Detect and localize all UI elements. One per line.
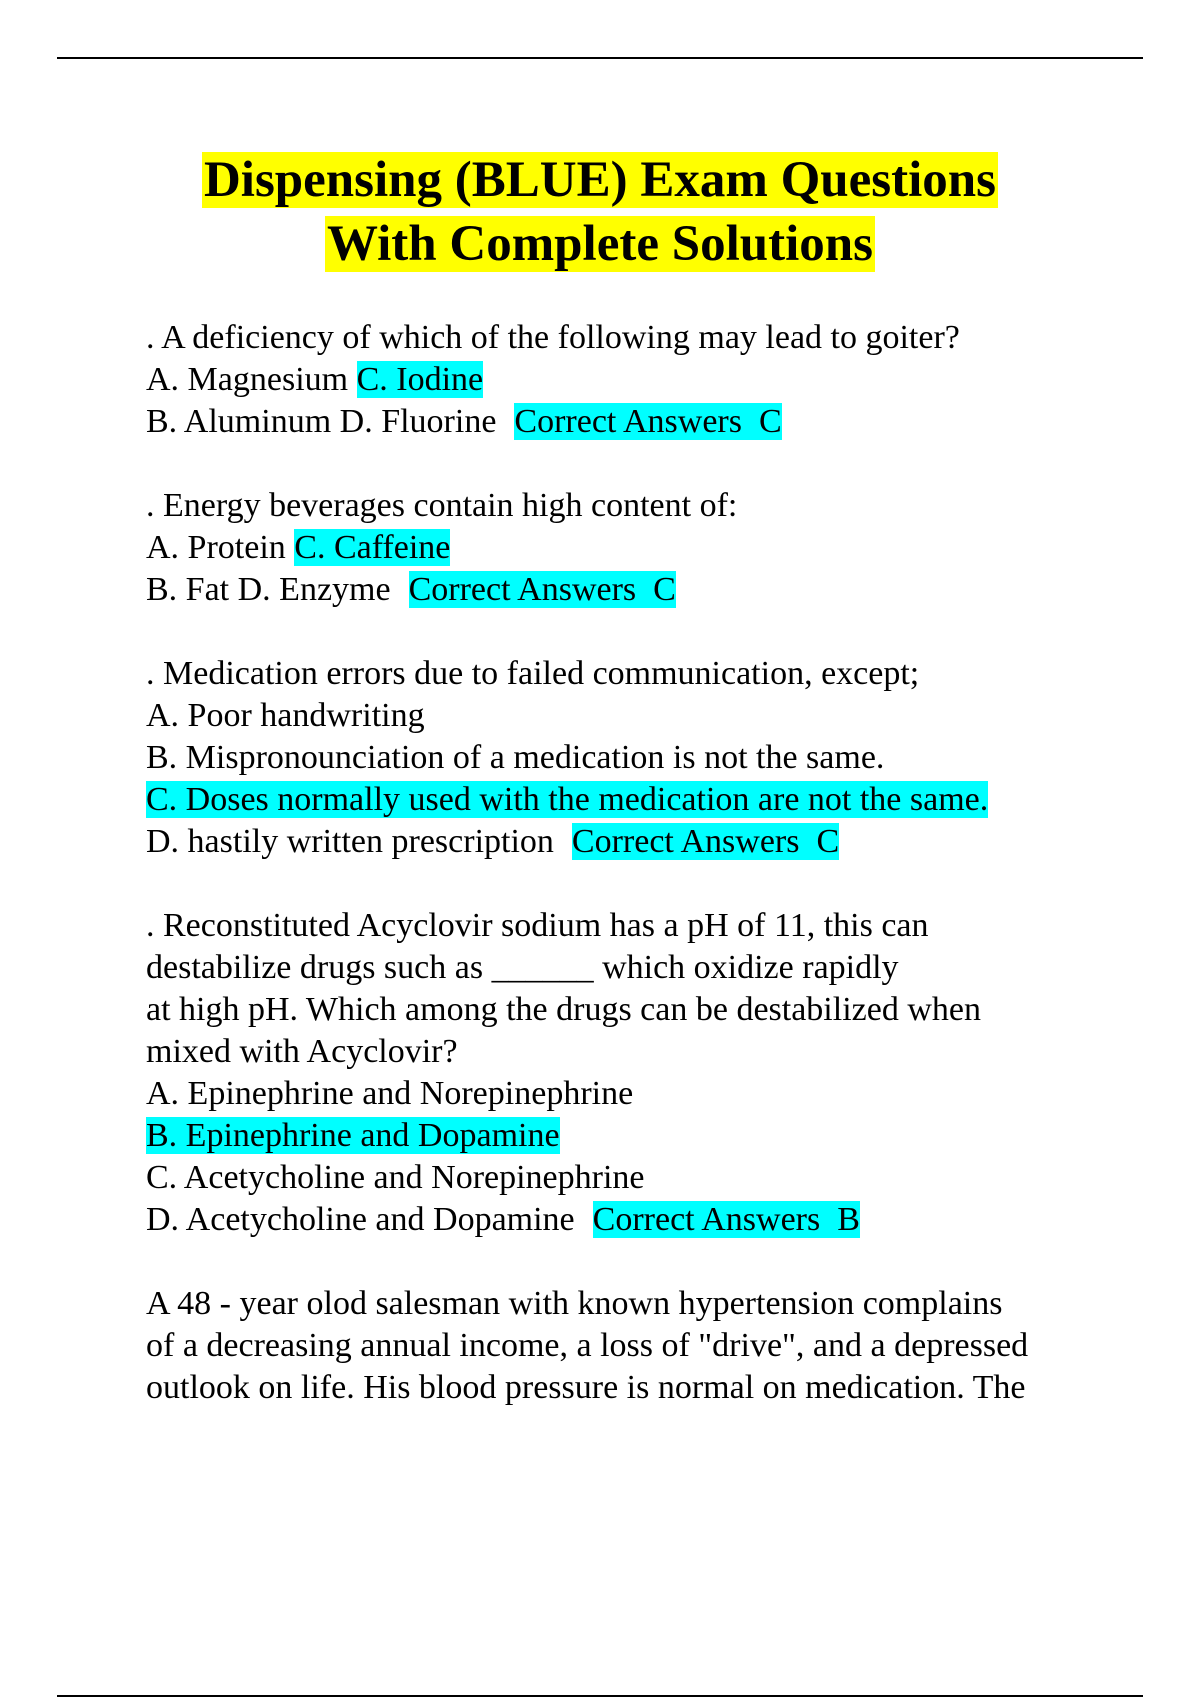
correct-answer-label: Correct Answers B [592,1201,860,1238]
option-line [146,821,1106,863]
option-a: A. Epinephrine and Norepinephrine [146,1075,634,1112]
correct-answer-label: Correct Answers C [571,823,840,860]
title-line-2: With Complete Solutions [327,216,873,272]
question-stem: . Medication errors due to failed communication, except; [146,655,920,692]
option-line [146,359,1106,401]
correct-option-highlight: C. Doses normally used with the medication are not the same. [146,781,989,818]
title-line-1: Dispensing (BLUE) Exam Questions [203,152,997,208]
question-5 [146,1283,1106,1409]
option-c: C. Acetycholine and Norepinephrine [146,1159,645,1196]
question-4 [146,905,1106,1241]
option-line [146,1199,1106,1241]
question-2 [146,485,1106,611]
question-stem-line: mixed with Acyclovir? [146,1033,458,1070]
option-d: D. Acetycholine and Dopamine [146,1201,575,1238]
bottom-rule [57,1695,1143,1697]
correct-answer-label: Correct Answers C [408,571,676,608]
option-line [146,527,1106,569]
option-text: B. Fat D. Enzyme [146,571,391,608]
option-text: A. Protein [146,529,286,566]
correct-answer-label: Correct Answers C [514,403,782,440]
top-rule [57,57,1143,59]
correct-option-highlight: C. Iodine [356,361,484,398]
option-line [146,569,1106,611]
option-line [146,401,1106,443]
option-b: B. Mispronounciation of a medication is not the same. [146,739,885,776]
option-d: D. hastily written prescription [146,823,554,860]
question-1 [146,317,1106,443]
correct-option-highlight: C. Caffeine [294,529,451,566]
correct-option-highlight: B. Epinephrine and Dopamine [146,1117,560,1154]
option-c-row [146,779,1106,821]
option-text: A. Magnesium [146,361,349,398]
option-text: B. Aluminum D. Fluorine [146,403,497,440]
question-stem-line: outlook on life. His blood pressure is normal on medication. The [146,1369,1026,1406]
question-stem-line: . Reconstituted Acyclovir sodium has a pH of 11, this can [146,907,929,944]
question-stem: . A deficiency of which of the following may lead to goiter? [146,319,960,356]
question-stem-line: A 48 - year olod salesman with known hypertension complains [146,1285,1003,1322]
question-stem-line: at high pH. Which among the drugs can be destabilized when [146,991,981,1028]
question-stem-line: destabilize drugs such as ______ which oxidize rapidly [146,949,899,986]
question-stem-line: of a decreasing annual income, a loss of "drive", and a depressed [146,1327,1029,1364]
document-body [146,317,1106,1451]
question-3 [146,653,1106,863]
page-title [0,148,1200,276]
option-b-row [146,1115,1106,1157]
option-a: A. Poor handwriting [146,697,425,734]
question-stem: . Energy beverages contain high content of: [146,487,738,524]
